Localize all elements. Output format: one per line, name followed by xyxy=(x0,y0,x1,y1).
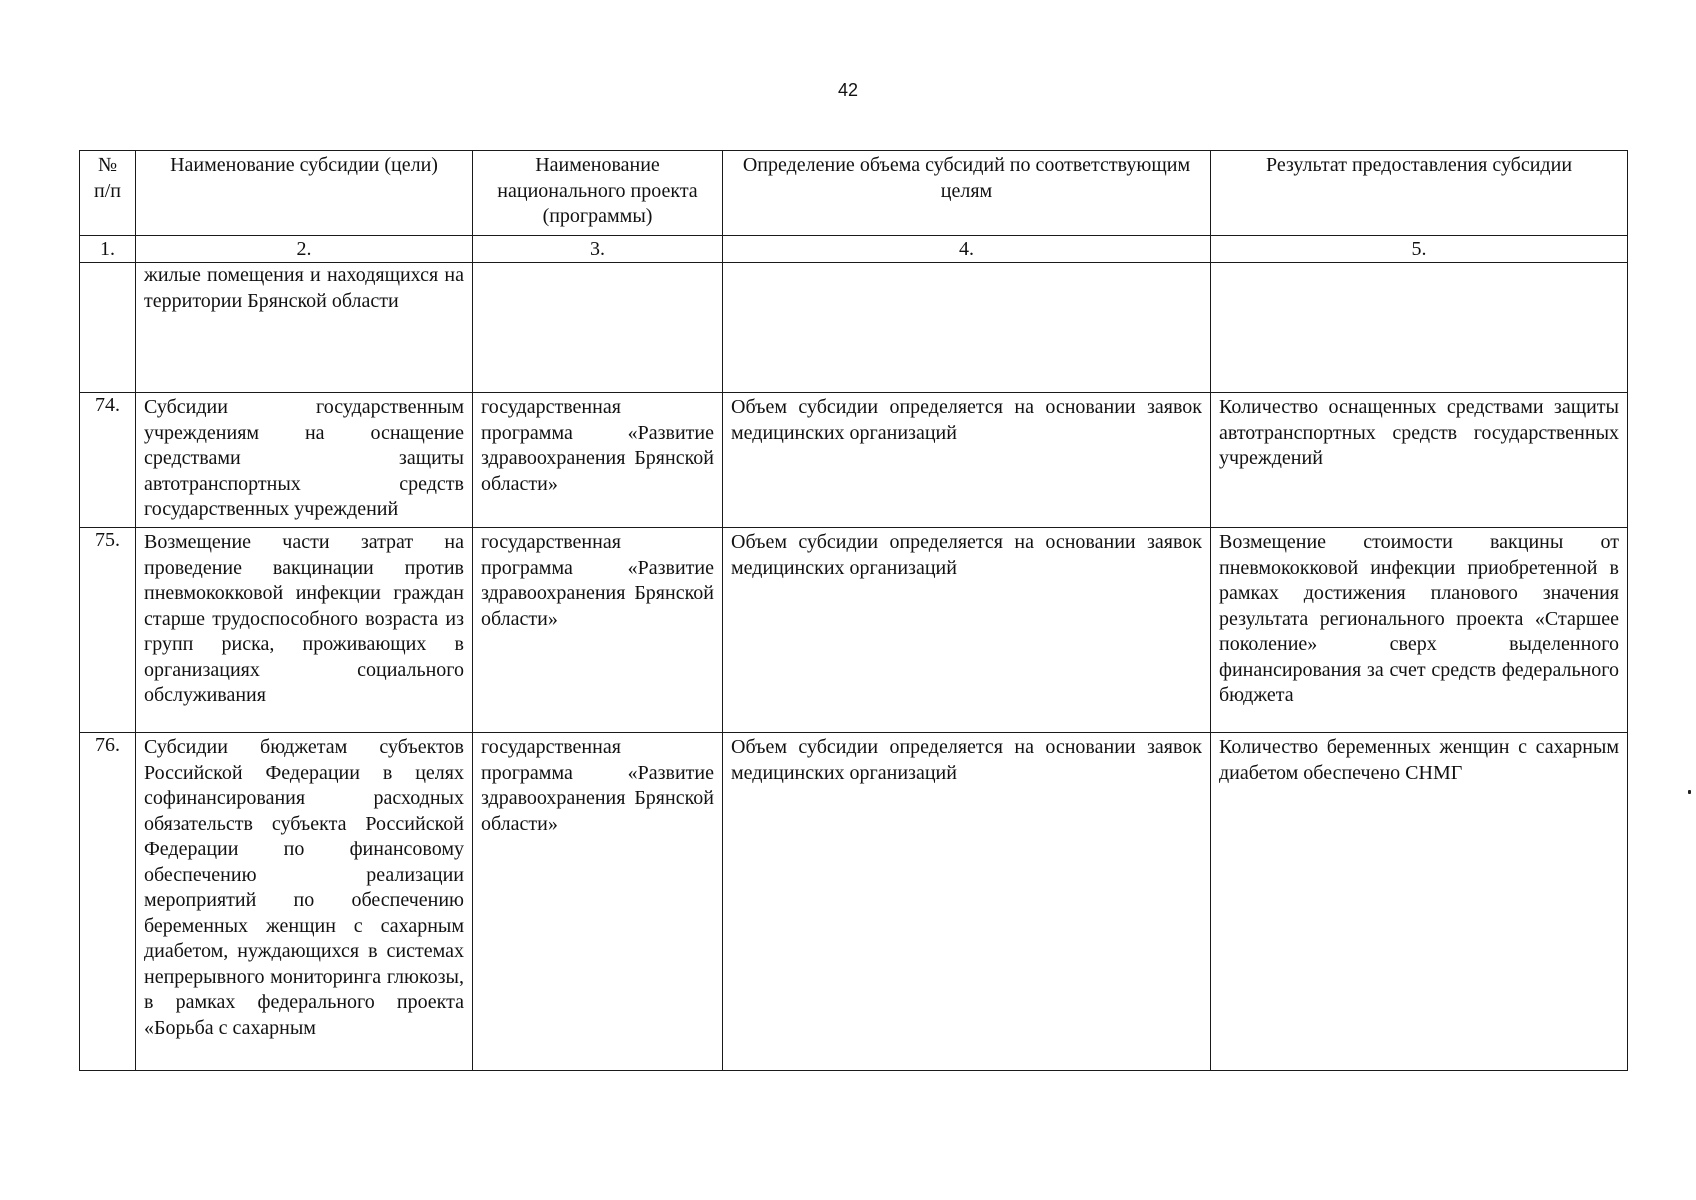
row-number xyxy=(80,263,136,393)
table-row xyxy=(80,528,1628,733)
volume-cell: Объем субсидии определяется на основании заявок медицинских организаций xyxy=(723,393,1211,528)
result-cell xyxy=(1211,263,1628,393)
header-national-project: Наименование национального проекта (программы) xyxy=(473,151,723,236)
column-number: 2. xyxy=(136,236,473,263)
header-volume-definition: Определение объема субсидий по соответствующим целям xyxy=(723,151,1211,236)
column-numbers-row xyxy=(80,236,1628,263)
subsidies-table xyxy=(79,150,1628,1071)
subsidy-name-text: Субсидии бюджетам субъектов Российской Федерации в целях софинансирования расходных обязательств субъекта Российской Федерации по финансовому обеспечению реализации мероприятий по обеспечению беременных женщин с сахарным диабетом, нуждающихся в системах непрерывного мониторинга глюкозы, в рамках федерального проекта «Борьба с сахарным xyxy=(144,736,464,1039)
header-subsidy-name: Наименование субсидии (цели) xyxy=(136,151,473,236)
project-cell xyxy=(473,263,723,393)
result-cell: Возмещение стоимости вакцины от пневмококковой инфекции приобретенной в рамках достижения планового значения результата регионального проекта «Старшее поколение» сверх выделенного финансирования за счет средств федерального бюджета xyxy=(1211,528,1628,733)
table-row xyxy=(80,733,1628,1071)
scan-mark xyxy=(1688,790,1691,794)
volume-cell: Объем субсидии определяется на основании заявок медицинских организаций xyxy=(723,528,1211,733)
table-header-row xyxy=(80,151,1628,236)
row-number: 74. xyxy=(80,393,136,528)
row-number: 75. xyxy=(80,528,136,733)
result-cell: Количество оснащенных средствами защиты автотранспортных средств государственных учреждений xyxy=(1211,393,1628,528)
page-number: 42 xyxy=(837,80,859,100)
header-number: № п/п xyxy=(80,151,136,236)
subsidy-name-cell: Возмещение части затрат на проведение вакцинации против пневмококковой инфекции граждан старше трудоспособного возраста из групп риска, проживающих в организациях социального обслуживания xyxy=(136,528,473,733)
column-number: 5. xyxy=(1211,236,1628,263)
project-cell: государственная программа «Развитие здравоохранения Брянской области» xyxy=(473,528,723,733)
table-row xyxy=(80,393,1628,528)
volume-cell: Объем субсидии определяется на основании заявок медицинских организаций xyxy=(723,733,1211,1071)
subsidy-name-cell xyxy=(136,733,473,1071)
column-number: 4. xyxy=(723,236,1211,263)
column-number: 3. xyxy=(473,236,723,263)
volume-cell xyxy=(723,263,1211,393)
subsidy-name-cell: Субсидии государственным учреждениям на оснащение средствами защиты автотранспортных средств государственных учреждений xyxy=(136,393,473,528)
table-row-continuation xyxy=(80,263,1628,393)
header-result: Результат предоставления субсидии xyxy=(1211,151,1628,236)
row-number: 76. xyxy=(80,733,136,1071)
project-cell: государственная программа «Развитие здравоохранения Брянской области» xyxy=(473,393,723,528)
column-number: 1. xyxy=(80,236,136,263)
result-cell: Количество беременных женщин с сахарным диабетом обеспечено СНМГ xyxy=(1211,733,1628,1071)
subsidy-name-cell: жилые помещения и находящихся на территории Брянской области xyxy=(136,263,473,393)
project-cell: государственная программа «Развитие здравоохранения Брянской области» xyxy=(473,733,723,1071)
